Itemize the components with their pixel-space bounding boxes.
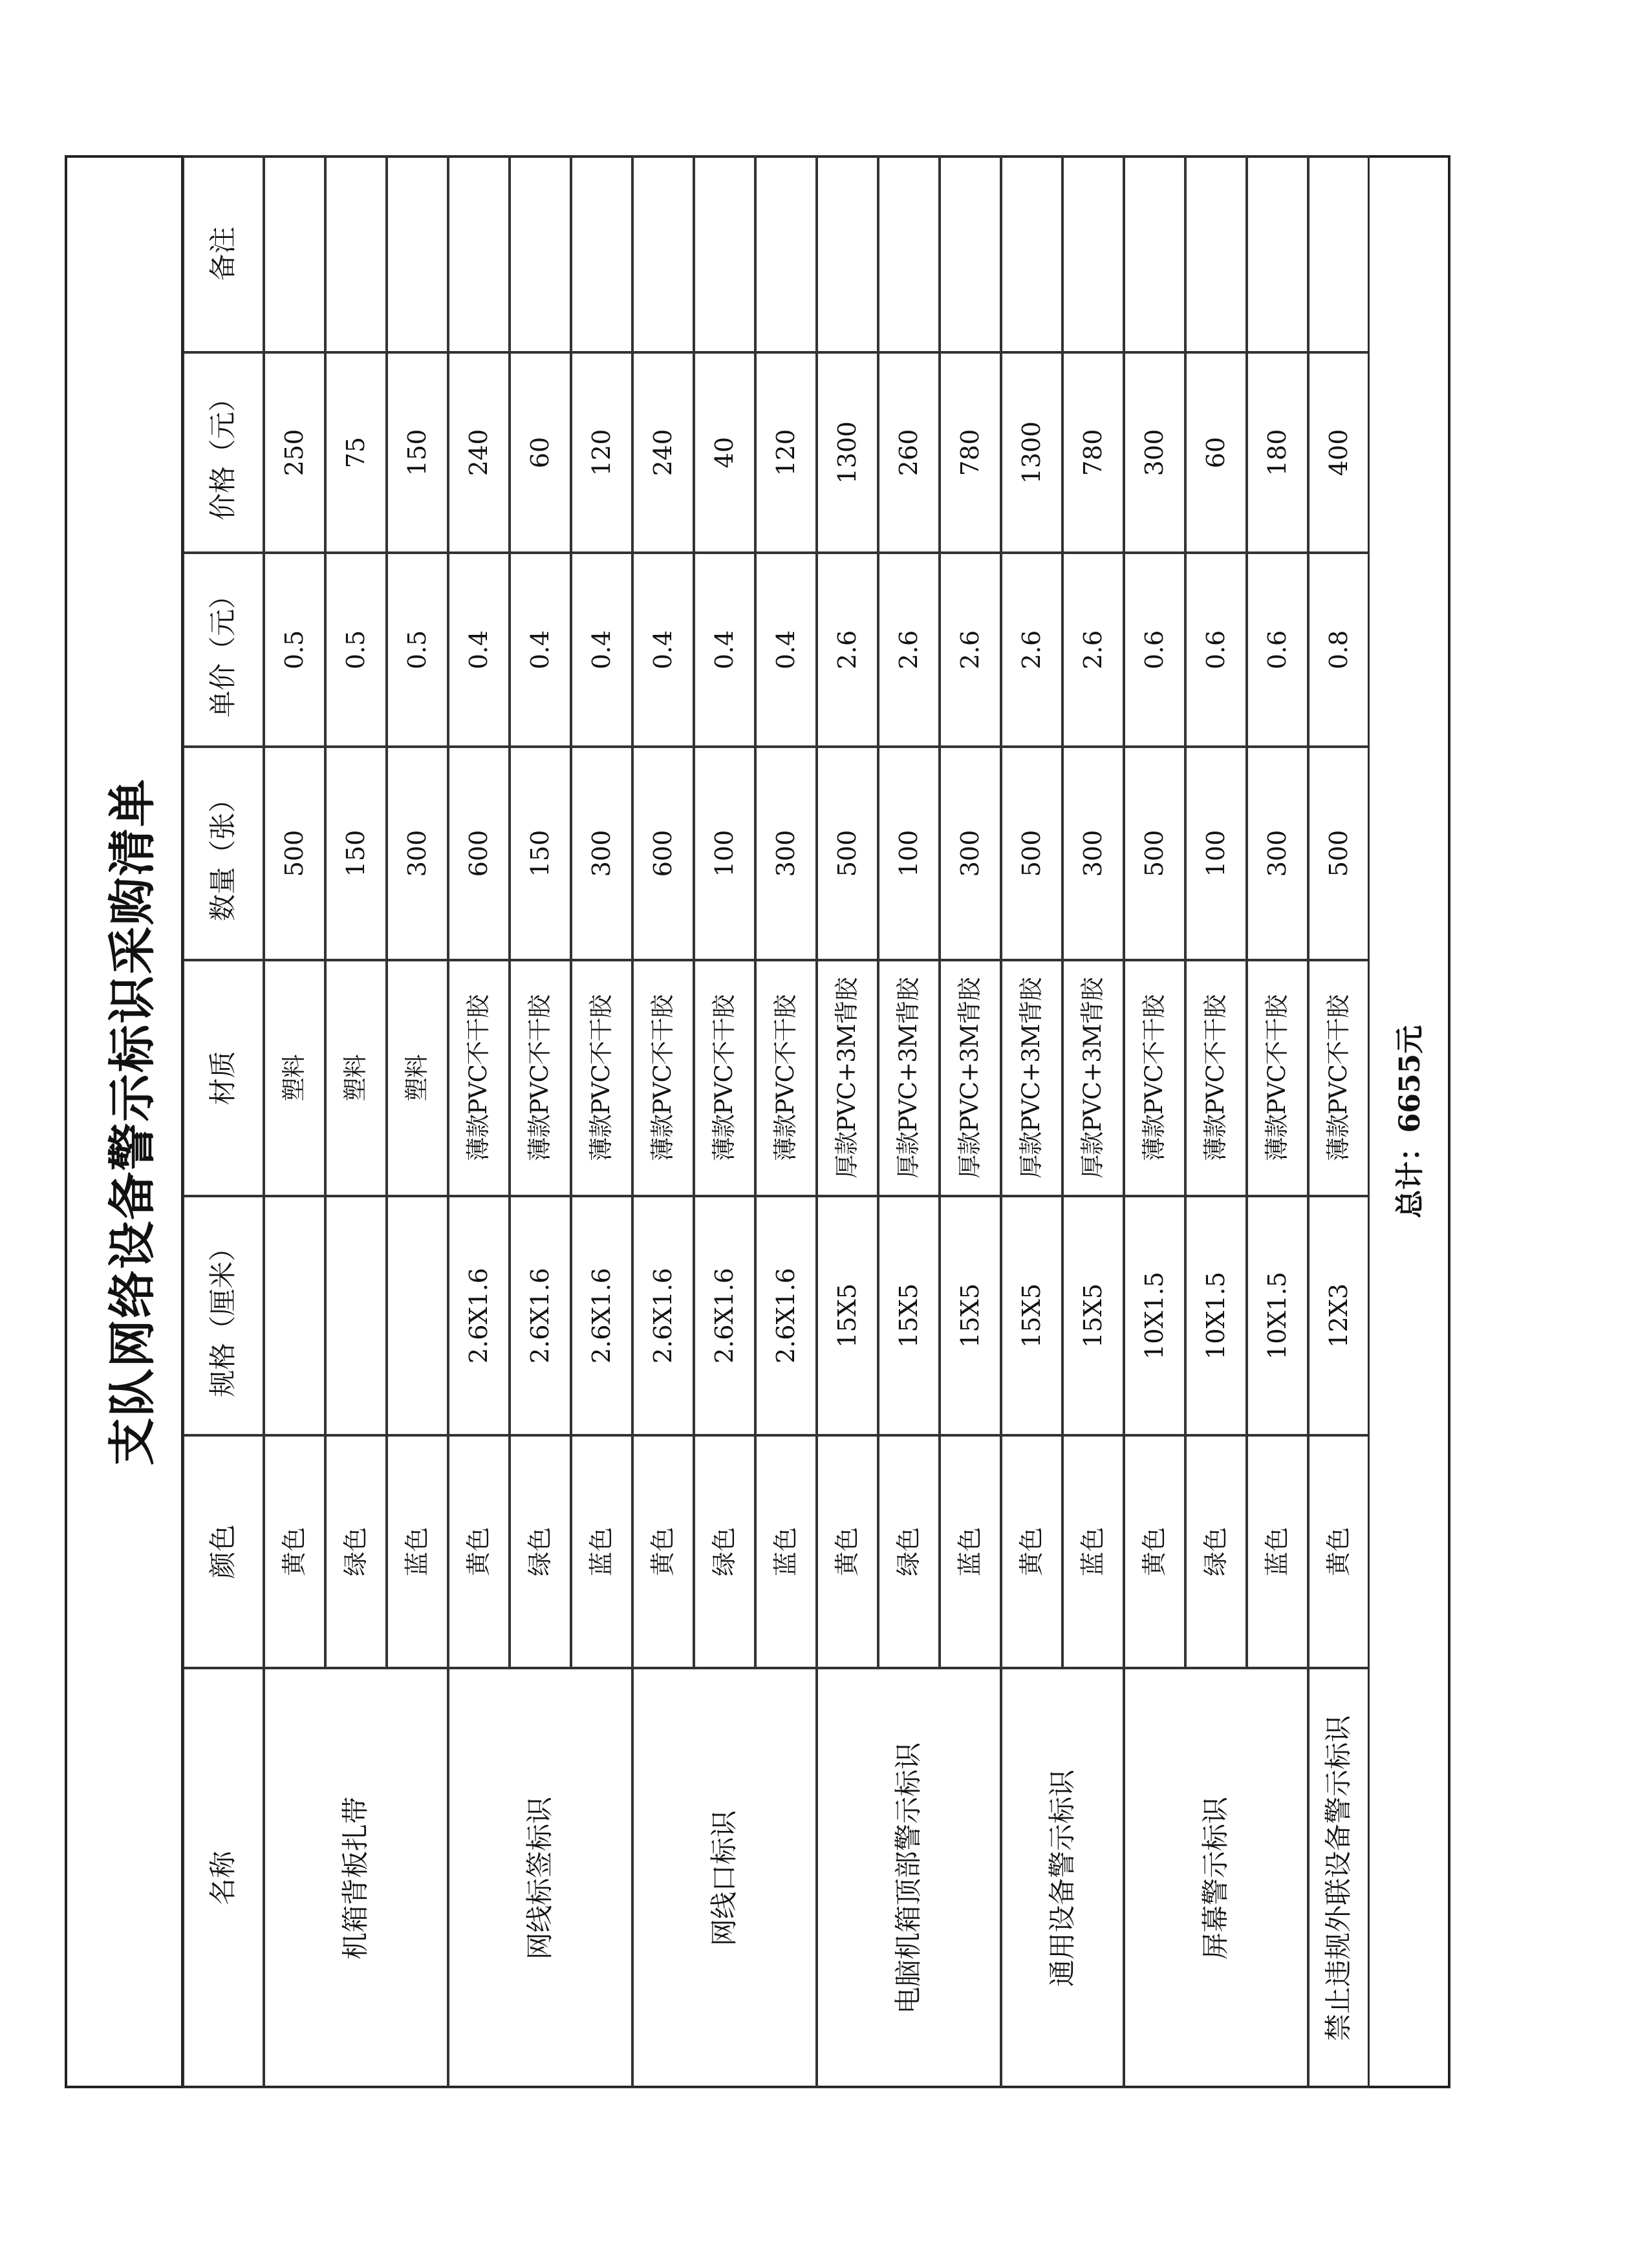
cell-spec: 12X3 (1308, 1196, 1370, 1435)
cell-price: 300 (1124, 352, 1185, 553)
item-name-cell: 禁止违规外联设备警示标识 (1308, 1668, 1370, 2088)
cell-remark (325, 155, 387, 352)
cell-price: 240 (632, 352, 694, 553)
cell-price: 240 (448, 352, 510, 553)
cell-material: 塑料 (325, 960, 387, 1196)
cell-color: 黄色 (1124, 1435, 1185, 1668)
item-name-cell: 机箱背板扎带 (264, 1668, 448, 2088)
cell-spec (264, 1196, 325, 1435)
cell-unit-price: 2.6 (940, 553, 1001, 747)
cell-spec: 2.6X1.6 (448, 1196, 510, 1435)
cell-remark (1308, 155, 1370, 352)
header-remark: 备注 (183, 155, 264, 352)
cell-color: 黄色 (448, 1435, 510, 1668)
cell-unit-price: 0.4 (510, 553, 571, 747)
cell-unit-price: 0.4 (571, 553, 632, 747)
cell-price: 780 (1062, 352, 1124, 553)
cell-material: 厚款PVC+3M背胶 (1062, 960, 1124, 1196)
header-spec: 规格（厘米） (183, 1196, 264, 1435)
cell-remark (817, 155, 878, 352)
cell-color: 黄色 (1308, 1435, 1370, 1668)
cell-material: 塑料 (264, 960, 325, 1196)
cell-price: 120 (755, 352, 817, 553)
cell-remark (755, 155, 817, 352)
cell-price: 260 (878, 352, 940, 553)
cell-qty: 150 (325, 747, 387, 960)
item-name-cell: 屏幕警示标识 (1124, 1668, 1308, 2088)
cell-remark (264, 155, 325, 352)
cell-material: 薄款PVC不干胶 (1185, 960, 1247, 1196)
cell-spec: 2.6X1.6 (510, 1196, 571, 1435)
cell-unit-price: 0.6 (1185, 553, 1247, 747)
cell-remark (1124, 155, 1185, 352)
cell-remark (510, 155, 571, 352)
cell-qty: 600 (448, 747, 510, 960)
cell-color: 黄色 (817, 1435, 878, 1668)
cell-price: 250 (264, 352, 325, 553)
cell-spec (325, 1196, 387, 1435)
cell-spec: 10X1.5 (1185, 1196, 1247, 1435)
cell-spec: 15X5 (878, 1196, 940, 1435)
cell-qty: 100 (878, 747, 940, 960)
cell-unit-price: 2.6 (878, 553, 940, 747)
cell-remark (1185, 155, 1247, 352)
cell-unit-price: 2.6 (1001, 553, 1062, 747)
cell-qty: 100 (694, 747, 755, 960)
item-name-cell: 网线口标识 (632, 1668, 817, 2088)
header-price: 价格（元） (183, 352, 264, 553)
cell-material: 薄款PVC不干胶 (571, 960, 632, 1196)
cell-price: 1300 (1001, 352, 1062, 553)
cell-spec: 15X5 (940, 1196, 1001, 1435)
cell-color: 蓝色 (571, 1435, 632, 1668)
cell-color: 黄色 (1001, 1435, 1062, 1668)
header-color: 颜色 (183, 1435, 264, 1668)
cell-material: 厚款PVC+3M背胶 (817, 960, 878, 1196)
cell-color: 黄色 (264, 1435, 325, 1668)
cell-price: 40 (694, 352, 755, 553)
cell-material: 薄款PVC不干胶 (1124, 960, 1185, 1196)
cell-material: 厚款PVC+3M背胶 (940, 960, 1001, 1196)
cell-price: 400 (1308, 352, 1370, 553)
cell-price: 180 (1247, 352, 1308, 553)
cell-material: 薄款PVC不干胶 (694, 960, 755, 1196)
cell-material: 厚款PVC+3M背胶 (878, 960, 940, 1196)
cell-color: 黄色 (632, 1435, 694, 1668)
cell-remark (387, 155, 448, 352)
cell-spec (387, 1196, 448, 1435)
cell-price: 780 (940, 352, 1001, 553)
cell-unit-price: 0.8 (1308, 553, 1370, 747)
cell-color: 蓝色 (1062, 1435, 1124, 1668)
cell-material: 厚款PVC+3M背胶 (1001, 960, 1062, 1196)
cell-color: 蓝色 (1247, 1435, 1308, 1668)
cell-spec: 15X5 (817, 1196, 878, 1435)
cell-remark (1062, 155, 1124, 352)
cell-price: 60 (1185, 352, 1247, 553)
item-name-cell: 网线标签标识 (448, 1668, 632, 2088)
cell-color: 绿色 (510, 1435, 571, 1668)
cell-color: 蓝色 (387, 1435, 448, 1668)
cell-qty: 500 (264, 747, 325, 960)
cell-unit-price: 0.5 (325, 553, 387, 747)
cell-spec: 10X1.5 (1247, 1196, 1308, 1435)
cell-qty: 300 (571, 747, 632, 960)
cell-qty: 500 (817, 747, 878, 960)
procurement-table (181, 155, 1370, 2088)
cell-spec: 2.6X1.6 (632, 1196, 694, 1435)
cell-remark (448, 155, 510, 352)
cell-unit-price: 2.6 (1062, 553, 1124, 747)
cell-remark (571, 155, 632, 352)
cell-remark (1247, 155, 1308, 352)
cell-spec: 15X5 (1062, 1196, 1124, 1435)
cell-color: 绿色 (694, 1435, 755, 1668)
cell-remark (694, 155, 755, 352)
item-name-cell: 电脑机箱顶部警示标识 (817, 1668, 1001, 2088)
cell-price: 75 (325, 352, 387, 553)
cell-unit-price: 0.4 (632, 553, 694, 747)
header-material: 材质 (183, 960, 264, 1196)
cell-qty: 150 (510, 747, 571, 960)
cell-unit-price: 0.6 (1247, 553, 1308, 747)
cell-material: 塑料 (387, 960, 448, 1196)
cell-qty: 100 (1185, 747, 1247, 960)
cell-material: 薄款PVC不干胶 (448, 960, 510, 1196)
cell-material: 薄款PVC不干胶 (632, 960, 694, 1196)
cell-qty: 300 (1062, 747, 1124, 960)
header-name: 名称 (183, 1668, 264, 2088)
cell-unit-price: 0.4 (755, 553, 817, 747)
cell-qty: 300 (940, 747, 1001, 960)
cell-price: 150 (387, 352, 448, 553)
cell-color: 蓝色 (940, 1435, 1001, 1668)
cell-price: 120 (571, 352, 632, 553)
cell-spec: 2.6X1.6 (571, 1196, 632, 1435)
cell-qty: 500 (1124, 747, 1185, 960)
cell-color: 绿色 (878, 1435, 940, 1668)
cell-unit-price: 0.4 (448, 553, 510, 747)
cell-unit-price: 0.6 (1124, 553, 1185, 747)
cell-remark (1001, 155, 1062, 352)
document-title: 支队网络设备警示标识采购清单 (105, 778, 160, 1466)
cell-price: 1300 (817, 352, 878, 553)
header-qty: 数量（张） (183, 747, 264, 960)
cell-material: 薄款PVC不干胶 (755, 960, 817, 1196)
procurement-sheet (65, 110, 1455, 2088)
cell-qty: 300 (755, 747, 817, 960)
cell-qty: 300 (387, 747, 448, 960)
cell-qty: 500 (1308, 747, 1370, 960)
cell-unit-price: 2.6 (817, 553, 878, 747)
cell-color: 绿色 (325, 1435, 387, 1668)
cell-price: 60 (510, 352, 571, 553)
cell-qty: 500 (1001, 747, 1062, 960)
total-amount: 总计：6655元 (1394, 1025, 1427, 1219)
cell-spec: 2.6X1.6 (694, 1196, 755, 1435)
item-name-cell: 通用设备警示标识 (1001, 1668, 1124, 2088)
cell-qty: 600 (632, 747, 694, 960)
cell-spec: 10X1.5 (1124, 1196, 1185, 1435)
cell-remark (632, 155, 694, 352)
header-unit-price: 单价（元） (183, 553, 264, 747)
cell-unit-price: 0.5 (264, 553, 325, 747)
cell-remark (878, 155, 940, 352)
cell-material: 薄款PVC不干胶 (510, 960, 571, 1196)
cell-remark (940, 155, 1001, 352)
cell-spec: 15X5 (1001, 1196, 1062, 1435)
cell-color: 绿色 (1185, 1435, 1247, 1668)
cell-spec: 2.6X1.6 (755, 1196, 817, 1435)
cell-qty: 300 (1247, 747, 1308, 960)
cell-color: 蓝色 (755, 1435, 817, 1668)
cell-material: 薄款PVC不干胶 (1247, 960, 1308, 1196)
cell-material: 薄款PVC不干胶 (1308, 960, 1370, 1196)
cell-unit-price: 0.4 (694, 553, 755, 747)
cell-unit-price: 0.5 (387, 553, 448, 747)
